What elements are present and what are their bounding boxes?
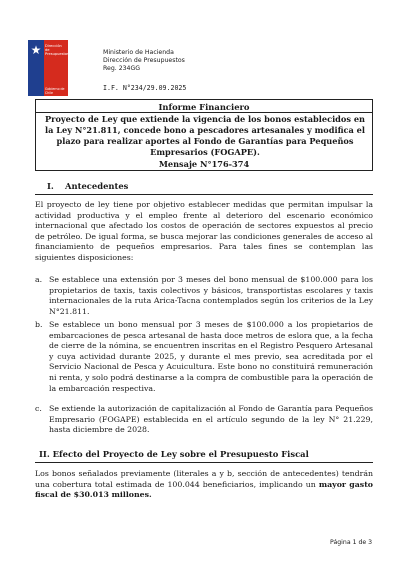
logo-text xyxy=(45,44,67,56)
section-title: II. Efecto del Proyecto de Ley sobre el Presupuesto Fiscal xyxy=(39,449,309,459)
fiscal-effect-paragraph xyxy=(35,469,373,501)
star-icon: ★ xyxy=(30,43,42,57)
logo-line2: Presupuestos xyxy=(45,52,69,56)
fiscal-effect-text: Los bonos señalados previamente (literales a y b, sección de antecedentes) tendrán una cobertura total estimada de 100.044 beneficiarios, implicando un xyxy=(35,469,373,489)
section-title: Antecedentes xyxy=(65,181,129,191)
logo-red-band xyxy=(44,40,68,96)
title-box xyxy=(35,99,373,171)
list-marker: b. xyxy=(35,320,43,329)
list-marker: c. xyxy=(35,404,42,413)
list-item-text: Se extiende la autorización de capitalización al Fondo de Garantía para Pequeños Empresario (FOGAPE) establecida en el artículo segundo de la ley N° 21.229, hasta diciembre de 2028. xyxy=(49,404,373,435)
government-logo xyxy=(28,40,68,96)
logo-footer: Gobierno de Chile xyxy=(45,87,65,95)
bill-title: Proyecto de Ley que extiende la vigencia de los bonos establecidos en la Ley N°21.811, concede bono a pescadores artesanales y modifica el plazo para realizar aportes al Fondo de Garantías para Pequeños Empresarios (FOGAPE). xyxy=(44,114,365,157)
registry-code: Reg. 234GG xyxy=(103,65,141,72)
section-number: I. xyxy=(47,181,54,191)
section-underline xyxy=(35,462,373,463)
section-underline xyxy=(35,194,373,195)
list-marker: a. xyxy=(35,275,43,284)
title-divider xyxy=(36,112,372,113)
logo-line1: Dirección de xyxy=(45,44,62,52)
report-number: I.F. N°234/29.09.2025 xyxy=(103,84,187,92)
ministry-name: Ministerio de Hacienda xyxy=(103,49,174,56)
list-item-text: Se establece un bono mensual por 3 meses de $100.000 a los propietarios de embarcaciones de pesca artesanal de hasta doce metros de eslora que, a la fecha de cierre de la nómina, se encuentren inscritas en el Registro Pesquero Artesanal y cuya actividad durante 2025, y durante el mes previo, sea acreditada por el Servicio Nacional de Pesca y Acuicultura. Este bono no constituirá remuneración ni renta, y solo podrá destinarse a la compra de combustible para la operación de la embarcación respectiva. xyxy=(49,320,373,393)
logo-blue-band xyxy=(28,40,44,96)
fiscal-effect-amount: mayor gasto fiscal de $30.013 millones. xyxy=(35,479,373,500)
page-number: Página 1 de 3 xyxy=(330,539,373,546)
ministry-block xyxy=(103,49,185,73)
list-item-text: Se establece una extensión por 3 meses del bono mensual de $100.000 para los propietarios de taxis, taxis colectivos y básicos, transportistas escolares y taxis internacionales de la ruta Arica-Tacna contemplados según los criterios de la Ley N°21.811. xyxy=(49,275,373,316)
document-title: Informe Financiero xyxy=(158,102,250,112)
message-number: Mensaje N°176-374 xyxy=(158,159,250,169)
intro-paragraph: El proyecto de ley tiene por objetivo establecer medidas que permitan impulsar la actividad productiva y el empleo frente al deterioro del escenario económico internacional que afectado los costos de operación de sectores expuestos al precio de petróleo. De igual forma, se busca mejorar las condiciones generales de acceso al financiamiento de pequeños empresarios. Para tales fines se contemplan las siguientes disposiciones: xyxy=(35,200,373,262)
direction-name: Dirección de Presupuestos xyxy=(103,57,185,64)
